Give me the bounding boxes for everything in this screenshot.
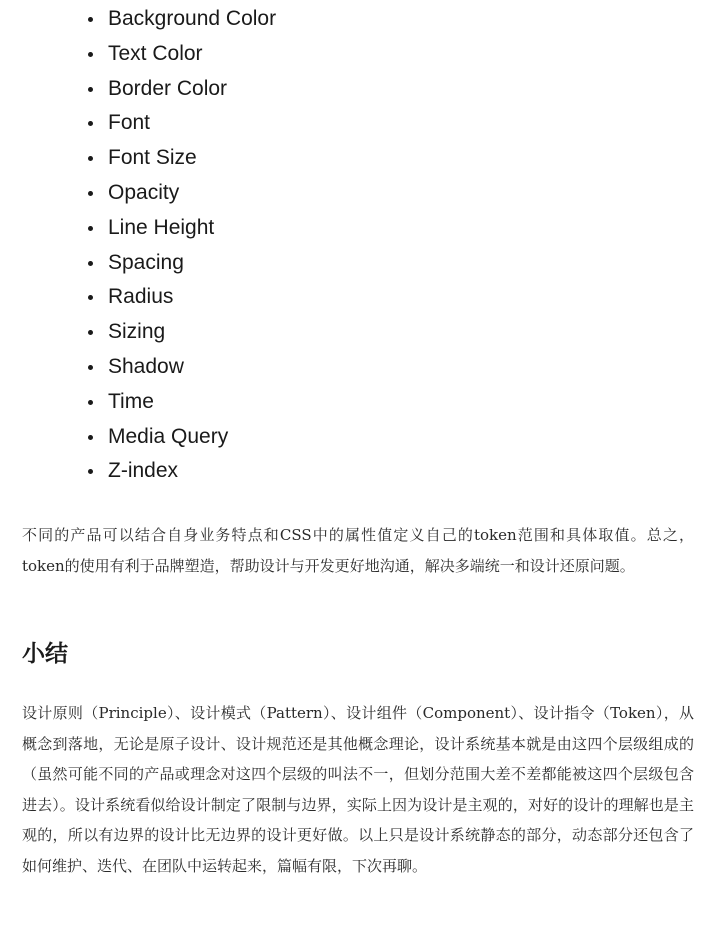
bullet-icon [88,330,93,335]
list-item-label: Radius [108,285,174,309]
bullet-icon [88,191,93,196]
list-item-label: Sizing [108,320,166,344]
list-item [88,420,276,455]
list-item-label: Border Color [108,76,228,100]
list-item-label: Media Query [108,424,229,448]
token-list [88,2,276,489]
list-item [88,141,276,176]
list-item [88,454,276,489]
token-summary-paragraph: 不同的产品可以结合自身业务特点和CSS中的属性值定义自己的token范围和具体取值。总之，token的使用有利于品牌塑造，帮助设计与开发更好地沟通，解决多端统一和设计还原问题。 [22,526,694,575]
list-item-label: Line Height [108,215,215,239]
bullet-icon [88,156,93,161]
list-item-label: Background Color [108,7,277,30]
list-item-label: Opacity [108,180,180,204]
bullet-icon [88,87,93,92]
list-item [88,280,276,315]
bullet-icon [88,261,93,266]
list-item [88,385,276,420]
list-item [88,246,276,281]
list-item [88,176,276,211]
list-item-label: Font [108,111,151,135]
list-item [88,350,276,385]
list-item-label: Z-index [108,459,179,483]
list-item [88,2,276,37]
list-item [88,106,276,141]
bullet-icon [88,121,93,126]
bullet-icon [88,226,93,231]
bullet-icon [88,435,93,440]
bullet-icon [88,400,93,405]
list-item [88,37,276,72]
bullet-icon [88,365,93,370]
list-item-label: Spacing [108,250,184,274]
list-item-label: Shadow [108,354,184,378]
bullet-icon [88,52,93,57]
bullet-icon [88,469,93,474]
list-item-label: Time [108,389,154,413]
list-item-label: Font Size [108,146,197,170]
list-item [88,211,276,246]
bullet-icon [88,295,93,300]
list-item [88,72,276,107]
bullet-icon [88,17,93,22]
section-heading: 小结 [22,641,68,667]
list-item [88,315,276,350]
list-item-label: Text Color [108,41,203,65]
summary-paragraph: 设计原则（Principle）、设计模式（Pattern）、设计组件（Component）、设计指令（Token），从概念到落地，无论是原子设计、设计规范还是其他概念理论，设计系统基本就是由这四个层级组成的（虽然可能不同的产品或理念对这四个层级的叫法不一，但划分范围大差不差都能被这四个层级包含进去）。设计系统看似给设计制定了限制与边界，实际上因为设计是主观的，对好的设计的理解也是主观的，所以有边界的设计比无边界的设计更好做。以上只是设计系统静态的部分，动态部分还包含了如何维护、迭代、在团队中运转起来，篇幅有限，下次再聊。 [22,704,694,875]
